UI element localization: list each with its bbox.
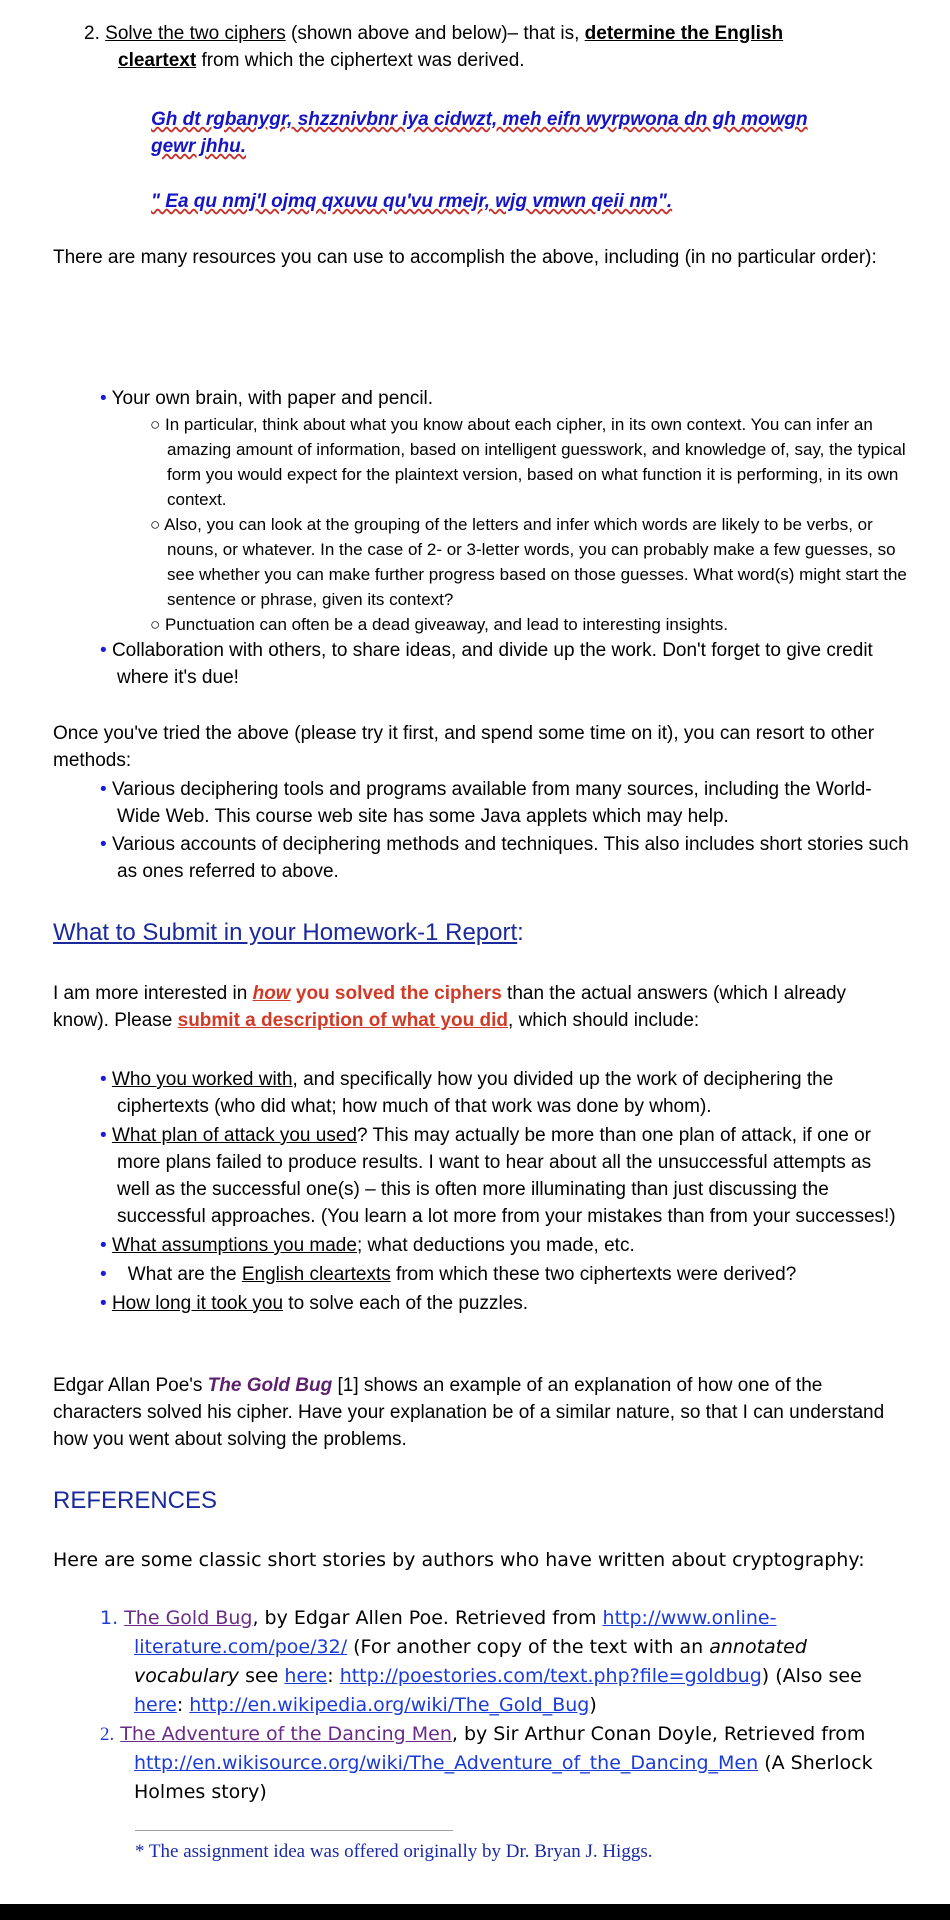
- english-text-b: from which these two ciphertexts were derived?: [390, 1264, 797, 1285]
- wikisource-dancing-men-link[interactable]: http://en.wikisource.org/wiki/The_Adventure_of_the_Dancing_Men: [134, 1752, 759, 1774]
- reference-2: [100, 1720, 900, 1807]
- list-item: • What plan of attack you used? This may actually be more than one plan of attack, if one or more plans failed to produce results. I want to hear about all the unsuccessful attempts as well as the successful one(s) – this is often more illuminating than just discussing the successful approaches. (You learn a lot more from your mistakes than from your successes!): [100, 1125, 896, 1227]
- brain-item: Your own brain, with paper and pencil.: [111, 388, 434, 409]
- list-item: ○ Punctuation can often be a dead giveaway, and lead to interesting insights.: [150, 615, 728, 634]
- list-item: • What are the English cleartexts from which these two ciphertexts were derived?: [100, 1264, 797, 1285]
- interest-text-3: , which should include:: [508, 1010, 700, 1031]
- determine-english-text: determine the English: [584, 23, 784, 44]
- list-item: • Collaboration with others, to share ideas, and divide up the work. Don't forget to give credit where it's due!: [100, 640, 873, 688]
- resources-intro: There are many resources you can use to accomplish the above, including (in no particular order):: [53, 247, 877, 268]
- submission-list: [100, 1066, 900, 1317]
- cipher-1: [151, 106, 911, 160]
- item-2-tail: from which the ciphertext was derived.: [196, 50, 525, 71]
- reference-2-text-2: (A Sherlock Holmes story): [134, 1752, 873, 1803]
- poe-text-2: [1] shows an example of an explanation of how one of the characters solved his cipher. Have your explanation be of a similar nature, so that I can understand how you went about solving the problems.: [53, 1375, 885, 1450]
- cipher-1-line-1: Gh dt rgbanygr, shzznivbnr iya cidwzt, meh eifn wyrpwona dn gh mowgn: [151, 109, 808, 130]
- list-item: • How long it took you to solve each of the puzzles.: [100, 1293, 529, 1314]
- plan-attack-detail: ? This may actually be more than one plan of attack, if one or more plans failed to produce results. I want to hear about all the unsuccessful attempts as well as the successful one(s) – this is often more illuminating than just discussing the successful approaches. (You learn a lot more from your mistakes than from your successes!): [117, 1125, 896, 1227]
- solved-text: you solved the ciphers: [290, 983, 502, 1004]
- sub-item-grouping: Also, you can look at the grouping of the letters and infer which words are likely to be verbs, or nouns, or whatever. In the case of 2- or 3-letter words, you can probably make a few guesses, so see whether you can make further progress based on those guesses. What word(s) might start the sentence or phrase, given its context?: [164, 515, 907, 609]
- reference-1-text-6: :: [176, 1694, 190, 1716]
- assumptions-detail: ; what deductions you made, etc.: [356, 1235, 635, 1256]
- who-worked-detail: , and specifically how you divided up the work of deciphering the ciphertexts (who did what; how much of that work was done by whom).: [117, 1069, 834, 1117]
- interest-text-2: than the actual answers (which I already know). Please: [53, 983, 847, 1031]
- reference-2-number: 2.: [100, 1724, 115, 1745]
- reference-1-text-7: ): [589, 1694, 597, 1716]
- footnote: * The assignment idea was offered originally by Dr. Bryan J. Higgs.: [135, 1841, 653, 1862]
- collab-item: Collaboration with others, to share ideas, and divide up the work. Don't forget to give credit where it's due!: [111, 640, 873, 688]
- here-link-2[interactable]: here: [134, 1694, 177, 1716]
- reference-1-text-5: ) (Also see: [761, 1665, 862, 1687]
- plan-attack-text: What plan of attack you used: [111, 1125, 357, 1146]
- who-worked-text: Who you worked with: [111, 1069, 293, 1090]
- gold-bug-title: The Gold Bug: [207, 1375, 333, 1396]
- interest-text: I am more interested in: [53, 983, 253, 1004]
- once-intro: Once you've tried the above (please try it first, and spend some time on it), you can resort to other methods:: [53, 723, 875, 771]
- sub-item-punctuation: Punctuation can often be a dead giveaway, and lead to interesting insights.: [165, 615, 728, 634]
- list-item: • Who you worked with, and specifically how you divided up the work of deciphering the ciphertexts (who did what; how much of that work was done by whom).: [100, 1069, 834, 1117]
- list-item: ○ Also, you can look at the grouping of the letters and infer which words are likely to be verbs, or nouns, or whatever. In the case of 2- or 3-letter words, you can probably make a few guesses, so see whether you can make further progress based on those guesses. What word(s) might start the sentence or phrase, given its context?: [150, 515, 907, 609]
- assumptions-text: What assumptions you made: [111, 1235, 357, 1256]
- bottom-bar: [0, 1904, 950, 1920]
- cleartext-text: cleartext: [118, 50, 197, 71]
- english-cleartexts-text: English cleartexts: [241, 1264, 391, 1285]
- accounts-item: Various accounts of deciphering methods and techniques. This also includes short stories such as ones referred to above.: [111, 834, 909, 882]
- cipher-2-text: " Ea qu nmj'l ojmq qxuvu qu'vu rmejr, wjg vmwn qeii nm".: [151, 191, 673, 212]
- list-item: • Various deciphering tools and programs available from many sources, including the World-Wide Web. This course web site has some Java applets which may help.: [100, 779, 872, 827]
- references-heading: REFERENCES: [53, 1487, 218, 1514]
- dancing-men-link[interactable]: The Adventure of the Dancing Men: [120, 1723, 452, 1745]
- english-text-a: What are the: [127, 1264, 242, 1285]
- list-item: • Various accounts of deciphering methods and techniques. This also includes short stories such as ones referred to above.: [100, 834, 909, 882]
- references-intro: Here are some classic short stories by authors who have written about cryptography:: [53, 1549, 865, 1571]
- solve-ciphers-text: Solve the two ciphers: [105, 23, 286, 44]
- list-item: ○ In particular, think about what you know about each cipher, in its own context. You can infer an amazing amount of information, based on intelligent guesswork, and knowledge of, say, the typical form you would expect for the plaintext version, based on what function it is performing, in its own context.: [150, 415, 906, 509]
- sub-item-context: In particular, think about what you know about each cipher, in its own context. You can infer an amazing amount of information, based on intelligent guesswork, and knowledge of, say, the typical form you would expect for the plaintext version, based on what function it is performing, in its own context.: [165, 415, 906, 509]
- submit-description-text: submit a description of what you did: [177, 1010, 509, 1031]
- item-2-number: 2.: [84, 23, 100, 44]
- how-long-detail: to solve each of the puzzles.: [283, 1293, 529, 1314]
- gold-bug-link[interactable]: The Gold Bug: [124, 1607, 253, 1629]
- sub-list: [150, 412, 910, 637]
- reference-1: [100, 1604, 900, 1720]
- reference-1-text-2: (For another copy of the text with an: [347, 1636, 710, 1658]
- poestories-link[interactable]: http://poestories.com/text.php?file=goldbug: [339, 1665, 762, 1687]
- cipher-2: [151, 188, 911, 215]
- list-item: • Your own brain, with paper and pencil.: [100, 388, 434, 409]
- submit-heading: [53, 918, 853, 948]
- interest-paragraph: [53, 980, 898, 1034]
- reference-1-text: , by Edgar Allen Poe. Retrieved from: [252, 1607, 603, 1629]
- reference-1-number: 1.: [100, 1607, 119, 1629]
- how-text: how: [252, 983, 291, 1004]
- references-list: [100, 1604, 900, 1807]
- submit-heading-colon: :: [517, 919, 524, 946]
- annotated-vocabulary-text: annotated vocabulary: [134, 1636, 807, 1687]
- reference-1-text-4: :: [327, 1665, 340, 1687]
- footnote-separator: [135, 1830, 453, 1831]
- here-link-1[interactable]: here: [284, 1665, 328, 1687]
- reference-1-text-3: see: [239, 1665, 285, 1687]
- list-item: • What assumptions you made; what deductions you made, etc.: [100, 1235, 635, 1256]
- methods-list: [100, 776, 910, 885]
- submit-heading-link[interactable]: What to Submit in your Homework-1 Report: [53, 919, 518, 946]
- cipher-1-line-2: gewr jhhu.: [151, 136, 246, 157]
- tools-item: Various deciphering tools and programs available from many sources, including the World-Wide Web. This course web site has some Java applets which may help.: [111, 779, 872, 827]
- online-literature-link[interactable]: http://www.online-literature.com/poe/32/: [134, 1607, 777, 1658]
- item-2: [84, 20, 904, 74]
- poe-text: Edgar Allan Poe's: [53, 1375, 208, 1396]
- item-2-text: (shown above and below)– that is,: [285, 23, 585, 44]
- resources-list: [100, 385, 910, 691]
- wikipedia-gold-bug-link[interactable]: http://en.wikipedia.org/wiki/The_Gold_Bug: [189, 1694, 590, 1716]
- reference-2-text: , by Sir Arthur Conan Doyle, Retrieved from: [451, 1723, 866, 1745]
- poe-paragraph: [53, 1372, 903, 1453]
- how-long-text: How long it took you: [111, 1293, 284, 1314]
